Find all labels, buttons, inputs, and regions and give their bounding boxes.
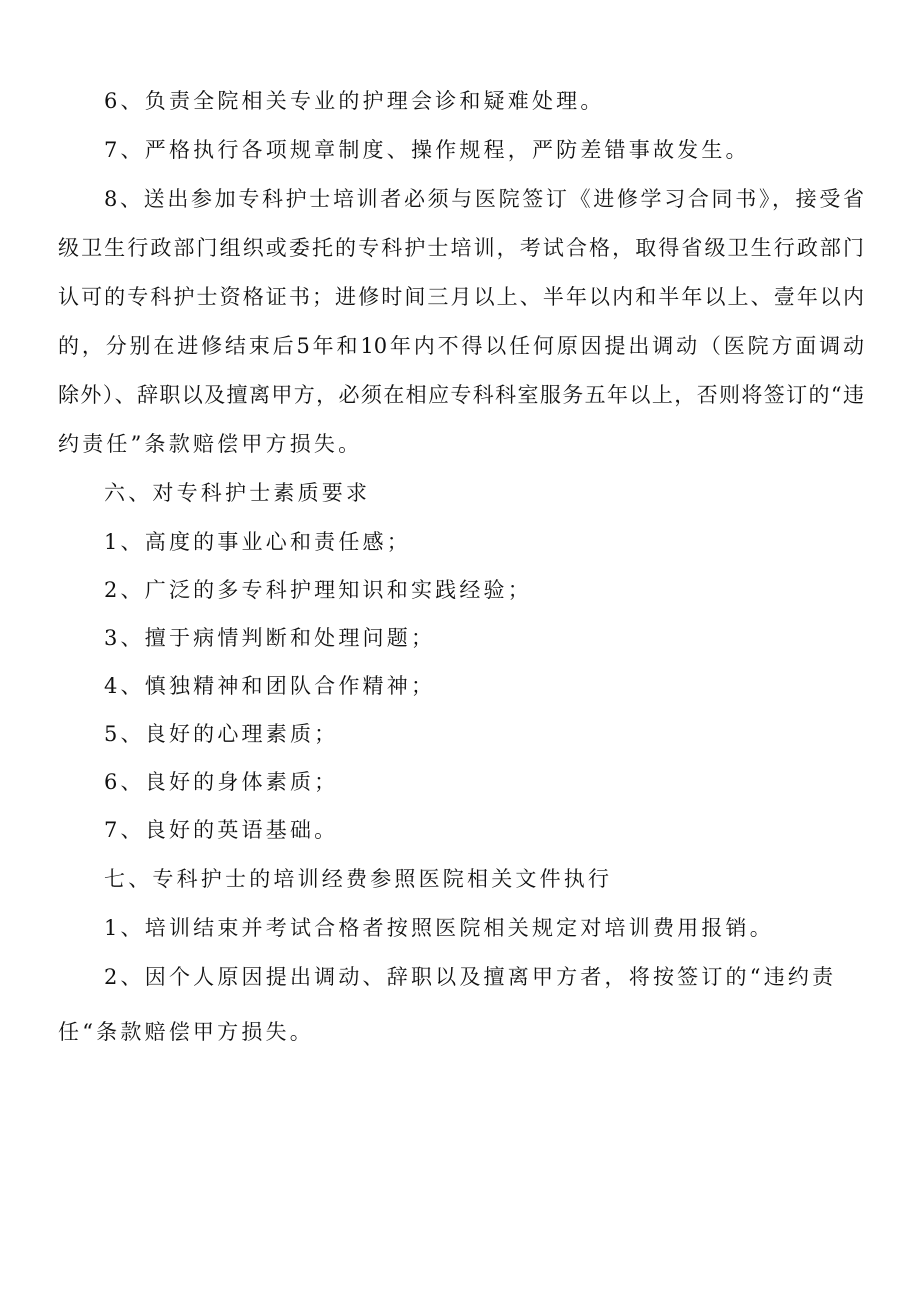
section-6-item-6: 6、良好的身体素质；	[104, 770, 339, 794]
section-6-item-2: 2、广泛的多专科护理知识和实践经验；	[104, 578, 532, 602]
item-8-line-5: 除外）、辞职以及擅离甲方，必须在相应专科科室服务五年以上，否则将签订的“违	[58, 383, 864, 407]
section-7-item-2-line-1: 2、因个人原因提出调动、辞职以及擅离甲方者，将按签订的“违约责	[104, 965, 837, 989]
item-8-line-6: 约责任”条款赔偿甲方损失。	[58, 432, 363, 456]
section-6-item-5: 5、良好的心理素质；	[104, 722, 339, 746]
item-8-line-1: 8、送出参加专科护士培训者必须与医院签订《进修学习合同书》，接受省	[104, 187, 864, 211]
section-6-item-7: 7、良好的英语基础。	[104, 818, 339, 842]
item-6-text: 6、负责全院相关专业的护理会诊和疑难处理。	[104, 89, 605, 113]
item-8-line-2: 级卫生行政部门组织或委托的专科护士培训，考试合格，取得省级卫生行政部门	[58, 236, 864, 260]
section-6-item-1: 1、高度的事业心和责任感；	[104, 530, 411, 554]
item-8-line-4: 的，分别在进修结束后5年和10年内不得以任何原因提出调动（医院方面调动	[58, 334, 864, 358]
item-7-text: 7、严格执行各项规章制度、操作规程，严防差错事故发生。	[104, 138, 750, 162]
section-6-heading: 六、对专科护士素质要求	[104, 481, 371, 505]
section-7-heading: 七、专科护士的培训经费参照医院相关文件执行	[104, 867, 613, 891]
section-7-item-2-line-2: 任“条款赔偿甲方损失。	[58, 1020, 314, 1044]
item-8-line-3: 认可的专科护士资格证书；进修时间三月以上、半年以内和半年以上、壹年以内	[58, 285, 864, 309]
section-6-item-4: 4、慎独精神和团队合作精神；	[104, 674, 436, 698]
section-7-item-1: 1、培训结束并考试合格者按照医院相关规定对培训费用报销。	[104, 916, 774, 940]
section-6-item-3: 3、擅于病情判断和处理问题；	[104, 626, 436, 650]
